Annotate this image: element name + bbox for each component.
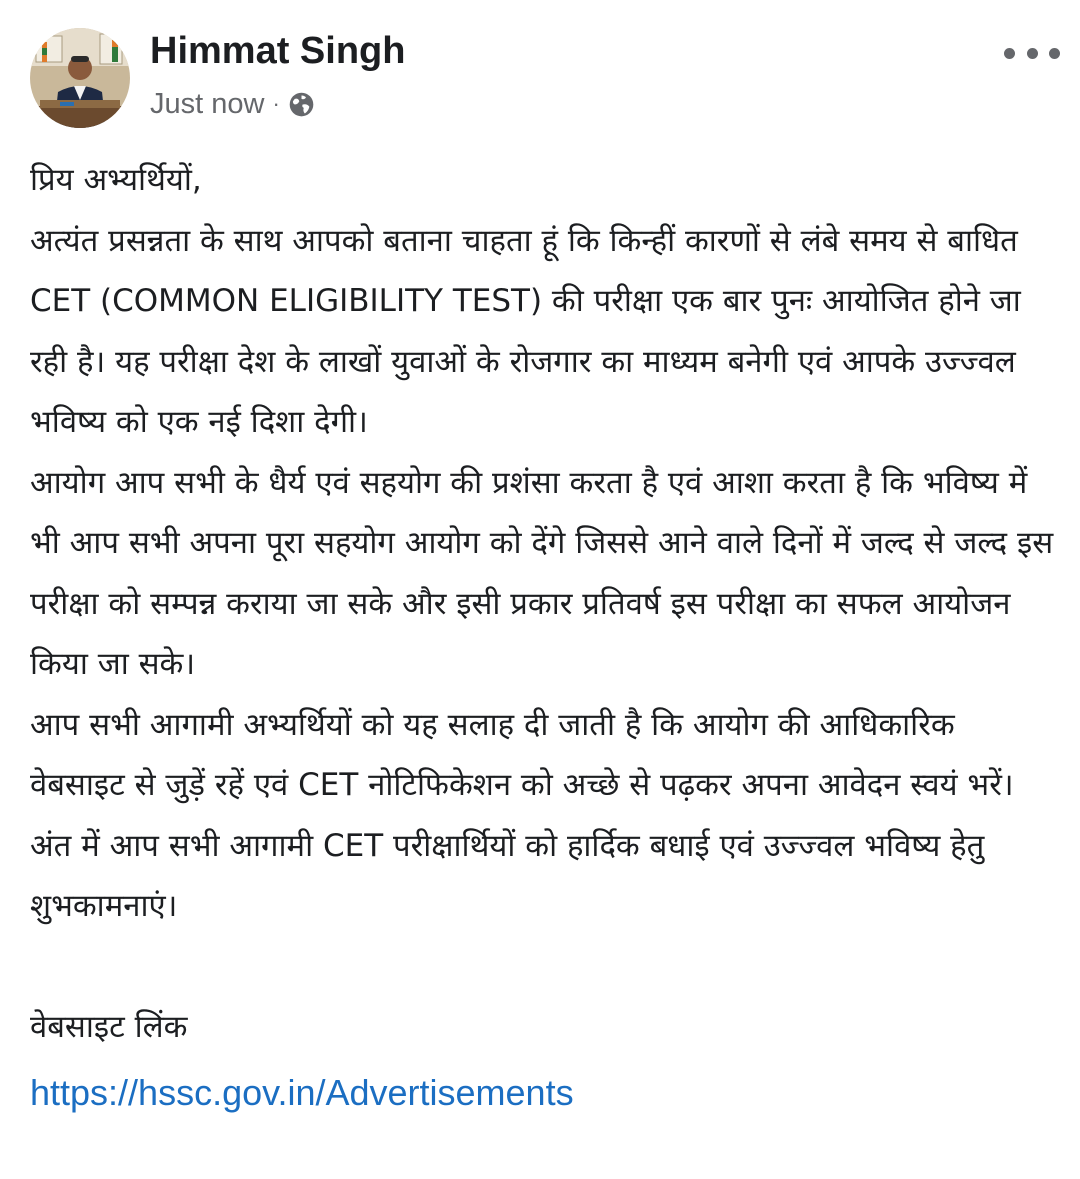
paragraph-appreciation: आयोग आप सभी के धैर्य एवं सहयोग की प्रशंसा करता है एवं आशा करता है कि भविष्य में भी आप सभी अपना पूरा सहयोग आयोग को देंगे जिससे आने वाले दिनों में जल्द से जल्द इस परीक्षा को सम्पन्न कराया जा सके और इसी प्रकार प्रतिवर्ष इस परीक्षा का सफल आयोजन किया जा सके। xyxy=(30,464,1064,682)
website-label: वेबसाइट लिंक xyxy=(30,1008,188,1045)
more-dot xyxy=(1049,48,1060,59)
greeting: प्रिय अभ्यर्थियों, xyxy=(30,162,202,198)
meta-separator: · xyxy=(272,91,280,116)
more-dot xyxy=(1004,48,1015,59)
more-dot xyxy=(1027,48,1038,59)
author-avatar[interactable] xyxy=(30,28,130,128)
avatar-image xyxy=(30,28,130,128)
paragraph-announcement: अत्यंत प्रसन्नता के साथ आपको बताना चाहता हूं कि किन्हीं कारणों से लंबे समय से बाधित CET (COMMON ELIGIBILITY TEST) की परीक्षा एक बार पुनः आयोजित होने जा रही है। यह परीक्षा देश के लाखों युवाओं के रोजगार का माध्यम बनेगी एवं आपके उज्ज्वल भविष्य को एक नई दिशा देगी। xyxy=(30,222,1038,440)
post-timestamp[interactable]: Just now xyxy=(150,87,265,120)
post-body xyxy=(30,150,1064,1123)
more-options-button[interactable] xyxy=(1004,38,1060,68)
post-meta xyxy=(150,86,315,122)
post-header xyxy=(30,28,1060,132)
globe-icon[interactable] xyxy=(288,91,315,118)
paragraph-advice: आप सभी आगामी अभ्यर्थियों को यह सलाह दी जाती है कि आयोग की आधिकारिक वेबसाइट से जुड़ें रहें एवं CET नोटिफिकेशन को अच्छे से पढ़कर अपना आवेदन स्वयं भरें। अंत में आप सभी आगामी CET परीक्षार्थियों को हार्दिक बधाई एवं उज्ज्वल भविष्य हेतु शुभकामनाएं। xyxy=(30,706,1024,924)
website-link[interactable]: https://hssc.gov.in/Advertisements xyxy=(30,1072,574,1113)
author-name[interactable]: Himmat Singh xyxy=(150,30,406,72)
